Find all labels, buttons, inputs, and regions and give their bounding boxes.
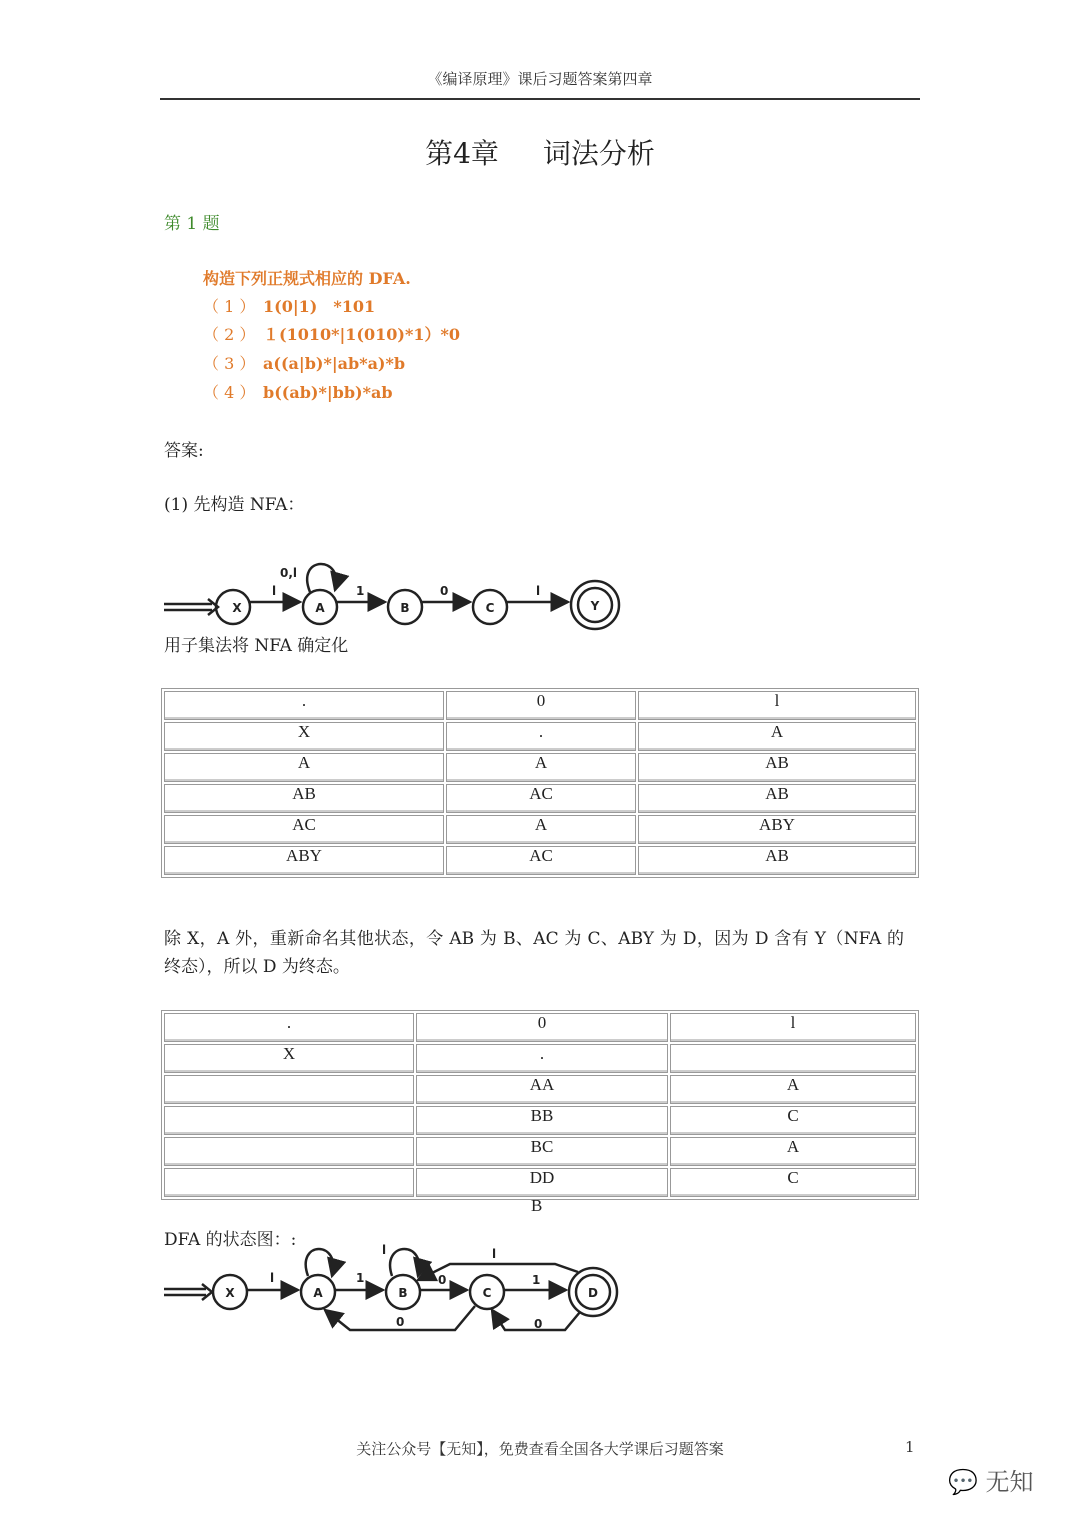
table-cell: AB bbox=[164, 784, 444, 813]
item-expression: 1(0|1) *101 bbox=[263, 297, 376, 316]
item-expression: b((ab)*|bb)*ab bbox=[263, 383, 393, 402]
watermark-text: 无知 bbox=[985, 1468, 1034, 1496]
subset-table bbox=[161, 688, 919, 878]
question-prompt: 构造下列正规式相应的 DFA. bbox=[203, 269, 411, 288]
nfa-label-a: A bbox=[315, 601, 325, 615]
dfa-edge-label-c-d: 1 bbox=[532, 1273, 541, 1287]
table-cell: C bbox=[670, 1106, 916, 1135]
dfa-diagram-label: DFA 的状态图：: bbox=[164, 1230, 297, 1250]
dfa-edge-label-d-b: l bbox=[492, 1247, 497, 1261]
table-cell: ABY bbox=[638, 815, 916, 844]
item-number: （ 4 ） bbox=[203, 383, 256, 402]
wechat-icon: 💬 bbox=[948, 1468, 978, 1496]
page-footer: 关注公众号【无知】，免费查看全国各大学课后习题答案 bbox=[356, 1440, 724, 1458]
item-number: （ 1 ） bbox=[203, 297, 256, 316]
table-cell: BC bbox=[416, 1137, 668, 1166]
table-row bbox=[164, 784, 916, 813]
dfa-edge-label-c-a: 0 bbox=[396, 1315, 405, 1329]
dfa-label-a: A bbox=[313, 1286, 323, 1300]
page-header-title: 《编译原理》课后习题答案第四章 bbox=[427, 70, 653, 88]
subset-construction-text: 用子集法将 NFA 确定化 bbox=[164, 636, 349, 656]
table-cell: 0 bbox=[416, 1013, 668, 1042]
table-cell: A bbox=[446, 815, 636, 844]
table-cell bbox=[164, 1075, 414, 1104]
table-row bbox=[164, 1075, 916, 1104]
item-number: （ 3 ） bbox=[203, 354, 256, 373]
table-row bbox=[164, 846, 916, 875]
table-cell: . bbox=[164, 691, 444, 720]
answer-label: 答案: bbox=[164, 441, 204, 461]
table-header-row bbox=[164, 691, 916, 720]
table-cell: 0 bbox=[446, 691, 636, 720]
rename-paragraph: 除 X，A 外，重新命名其他状态，令 AB 为 B、AC 为 C、ABY 为 D，因为 D 含有 Y（NFA 的终态），所以 D 为终态。 bbox=[164, 929, 904, 977]
table-cell: BB bbox=[416, 1106, 668, 1135]
table-cell: AA bbox=[416, 1075, 668, 1104]
table-overflow-text: B bbox=[531, 1196, 543, 1215]
nfa-label-y: Y bbox=[590, 599, 600, 613]
chapter-number: 第4章 bbox=[425, 137, 499, 170]
question-item bbox=[203, 294, 375, 317]
table-cell: A bbox=[670, 1075, 916, 1104]
table-cell: A bbox=[446, 753, 636, 782]
chapter-title: 词法分析 bbox=[542, 137, 655, 170]
dfa-loop-b bbox=[390, 1249, 419, 1276]
table-cell: AB bbox=[638, 753, 916, 782]
table-cell: X bbox=[164, 722, 444, 751]
item-expression: a((a|b)*|ab*a)*b bbox=[263, 354, 406, 373]
table-row bbox=[164, 1137, 916, 1166]
table-cell: X bbox=[164, 1044, 414, 1073]
table-cell: AC bbox=[446, 846, 636, 875]
question-title: 第 1 题 bbox=[164, 214, 220, 234]
page-number: 1 bbox=[905, 1438, 915, 1456]
nfa-label-c: C bbox=[485, 601, 495, 615]
table-cell bbox=[164, 1168, 414, 1197]
dfa-edge-label-b-loop: l bbox=[382, 1243, 387, 1257]
renamed-table bbox=[161, 1010, 919, 1200]
nfa-label-x: X bbox=[232, 601, 242, 615]
question-item bbox=[203, 380, 393, 403]
table-row bbox=[164, 1044, 916, 1073]
item-number: （ 2 ） bbox=[203, 325, 256, 344]
nfa-edge-label-b-c: 0 bbox=[440, 584, 449, 598]
item-expression: １(1010*|1(010)*1）*0 bbox=[263, 325, 460, 344]
table-cell: C bbox=[670, 1168, 916, 1197]
dfa-edge-label-a-b: 1 bbox=[356, 1271, 365, 1285]
table-row bbox=[164, 1168, 916, 1197]
table-cell: l bbox=[670, 1013, 916, 1042]
nfa-edge-label-c-y: l bbox=[536, 584, 541, 598]
nfa-edge-label-a-b: 1 bbox=[356, 584, 365, 598]
table-cell: . bbox=[164, 1013, 414, 1042]
table-cell bbox=[670, 1044, 916, 1073]
dfa-diagram bbox=[160, 1240, 640, 1340]
table-cell: l bbox=[638, 691, 916, 720]
chapter-heading bbox=[0, 132, 1080, 172]
table-cell: ABY bbox=[164, 846, 444, 875]
table-cell: AB bbox=[638, 846, 916, 875]
watermark bbox=[948, 1462, 1034, 1497]
dfa-label-x: X bbox=[225, 1286, 235, 1300]
dfa-loop-a bbox=[306, 1249, 334, 1276]
table-cell: DD bbox=[416, 1168, 668, 1197]
nfa-loop-a bbox=[307, 564, 336, 592]
header-rule bbox=[160, 98, 920, 100]
dfa-edge-label-x-a: l bbox=[270, 1271, 275, 1285]
table-cell bbox=[164, 1137, 414, 1166]
question-item bbox=[203, 322, 460, 345]
table-cell: . bbox=[446, 722, 636, 751]
table-cell: AC bbox=[446, 784, 636, 813]
dfa-label-d: D bbox=[588, 1286, 598, 1300]
dfa-edge-label-d-c: 0 bbox=[534, 1317, 543, 1331]
table-cell: AC bbox=[164, 815, 444, 844]
table-row bbox=[164, 753, 916, 782]
nfa-label-b: B bbox=[400, 601, 410, 615]
dfa-label-c: C bbox=[482, 1286, 492, 1300]
table-cell: A bbox=[638, 722, 916, 751]
nfa-diagram bbox=[160, 555, 640, 635]
table-cell: A bbox=[670, 1137, 916, 1166]
table-cell bbox=[164, 1106, 414, 1135]
dfa-start-arrow-head bbox=[202, 1284, 212, 1300]
dfa-label-b: B bbox=[398, 1286, 408, 1300]
table-row bbox=[164, 1106, 916, 1135]
table-cell: . bbox=[416, 1044, 668, 1073]
table-cell: A bbox=[164, 753, 444, 782]
question-item bbox=[203, 351, 405, 374]
table-row bbox=[164, 722, 916, 751]
nfa-edge-label-x-a: l bbox=[272, 584, 277, 598]
table-cell: AB bbox=[638, 784, 916, 813]
table-header-row bbox=[164, 1013, 916, 1042]
nfa-edge-label-loop: 0,l bbox=[280, 566, 298, 580]
table-row bbox=[164, 815, 916, 844]
dfa-edge-label-b-c: 0 bbox=[438, 1273, 447, 1287]
step-1-text: (1) 先构造 NFA： bbox=[164, 495, 305, 515]
